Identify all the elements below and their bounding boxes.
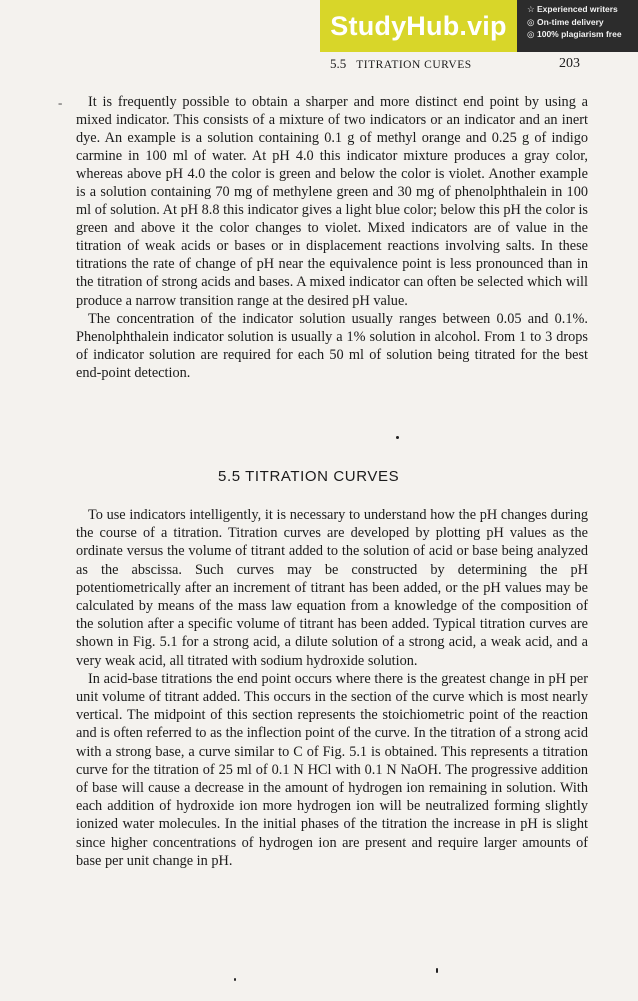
paragraph: It is frequently possible to obtain a sharper and more distinct end point by using a mixed indicator. This consists of a mixture of two indicators or an indicator and an inert dye. An example is a solution containing 0.1 g of methyl orange and 0.25 g of indigo carmine in 100 ml of water. At pH 4.0 this indicator mixture produces a gray color, whereas above pH 4.0 the color is green and below the color is violet. Another example is a solution containing 70 mg of methylene green and 30 mg of phenolphthalein in 100 ml of solution. At pH 8.8 this indicator gives a light blue color; below this pH the color is green and above it the color changes to violet. Mixed indicators are of value in the titration of weak acids or bases or in displacement reactions involving salts. In these titrations the rate of change of pH near the equivalence point is less pronounced than in the titration of strong acids and bases. A mixed indicator can often be selected which will produce a narrow transition range at the desired pH value. <box>76 94 588 309</box>
body-text-bottom <box>76 506 588 870</box>
header-title: TITRATION CURVES <box>356 59 472 71</box>
body-text-top <box>76 93 588 382</box>
feature-item <box>527 3 638 16</box>
page-number: 203 <box>559 56 580 71</box>
star-icon: ☆ <box>527 4 535 14</box>
header-section-number: 5.5 <box>330 56 347 71</box>
feature-item <box>527 16 638 29</box>
paragraph: The concentration of the indicator solution usually ranges between 0.05 and 0.1%. Phenolphthalein indicator solution is usually a 1% solution in alcohol. From 1 to 3 drops of indicator solution are required for each 50 ml of solution being titrated for the best end-point detection. <box>76 310 588 381</box>
feature-text: On-time delivery <box>537 16 604 27</box>
feature-text: 100% plagiarism free <box>537 29 622 39</box>
feature-list <box>517 0 638 52</box>
running-head <box>330 56 580 72</box>
paragraph: To use indicators intelligently, it is necessary to understand how the pH changes during the course of a titration. Titration curves are developed by plotting pH values as the ordinate versus the volume of titrant added to the solution of acid or base being analyzed as the abscissa. Such curves may be constructed by determining the pH potentiometrically after an increment of titrant has been added, or the pH values may be calculated by means of the mass law equation from a knowledge of the composition of the solution after a specific volume of titrant has been added. Typical titration curves are shown in Fig. 5.1 for a strong acid, a dilute solution of a strong acid, a weak acid, and a very weak acid, all titrated with sodium hydroxide solution. <box>76 507 588 669</box>
feature-item <box>527 28 638 41</box>
clock-icon: ◎ <box>527 16 535 27</box>
scan-dot-mark <box>234 978 236 981</box>
ad-banner[interactable] <box>320 0 638 52</box>
scan-dot-mark <box>396 436 399 439</box>
header-section-title <box>330 56 472 72</box>
section-heading: 5.5 TITRATION CURVES <box>218 468 400 485</box>
paragraph: In acid-base titrations the end point occurs where there is the greatest change in pH per unit volume of titrant added. This occurs in the section of the curve which is most nearly vertical. The midpoint of this section represents the stoichiometric point of the reaction and is often referred to as the inflection point of the curve. In the titration of a strong acid with a strong base, a curve similar to C of Fig. 5.1 is obtained. This represents a titration curve for the titration of 25 ml of 0.1 N HCl with 0.1 N NaOH. The progressive addition of base will cause a decrease in the amount of hydrogen ion remaining in solution. With each addition of hydroxide ion more hydrogen ion will be neutralized forming slightly ionized water molecules. In the initial phases of the titration the increase in pH is slight since higher concentrations of hydrogen ion are present and require larger amounts of base per unit change in pH. <box>76 670 588 869</box>
feature-text: Experienced writers <box>537 4 618 14</box>
brand-logo[interactable]: StudyHub.vip <box>320 0 517 52</box>
scan-dot-mark <box>436 968 438 973</box>
margin-tick-mark: - <box>58 95 63 110</box>
shield-icon: ◎ <box>527 29 535 39</box>
